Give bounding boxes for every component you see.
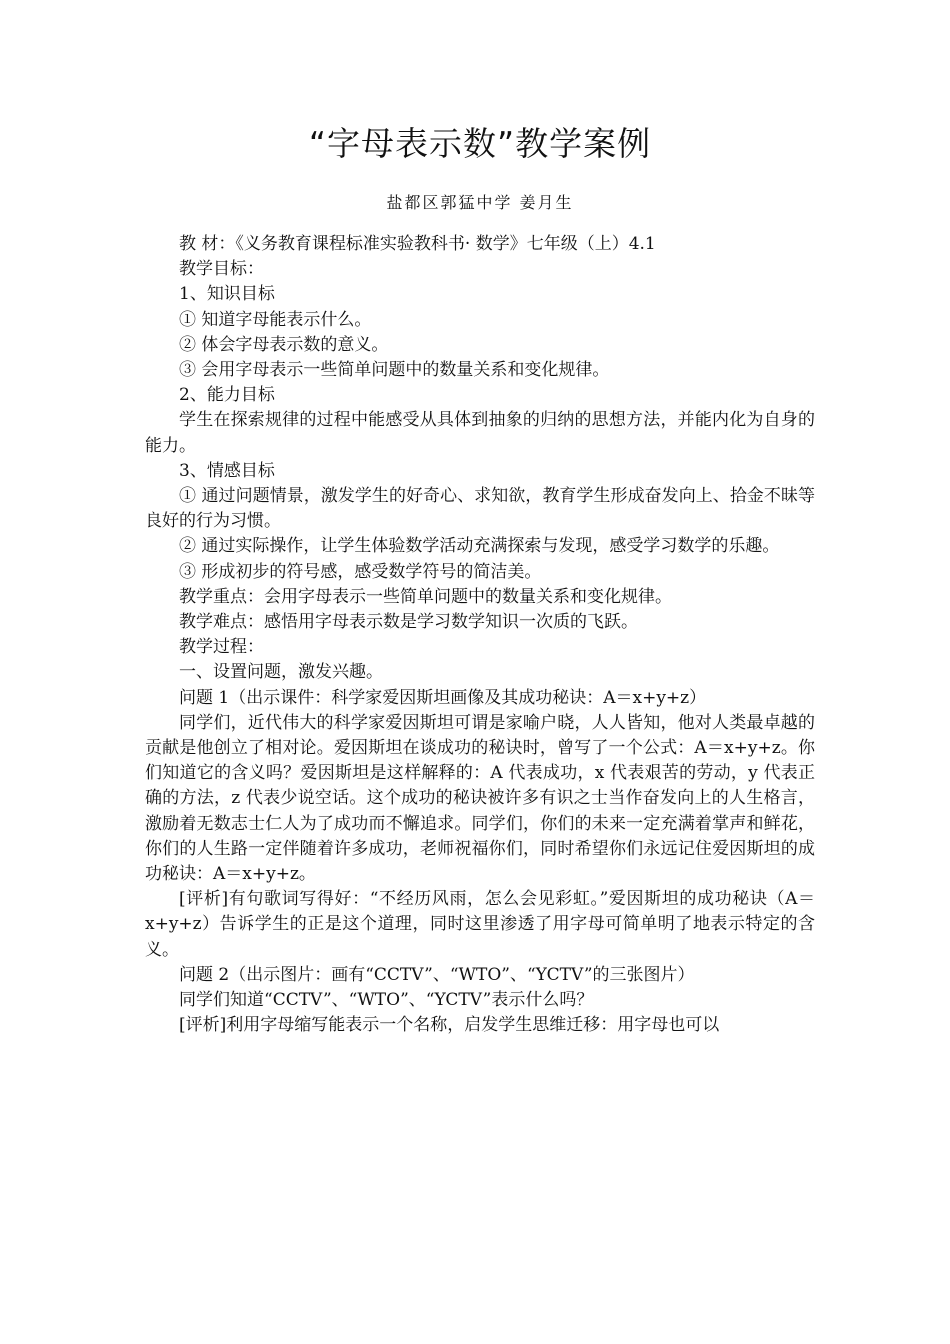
key-point-text: 会用字母表示一些简单问题中的数量关系和变化规律。	[264, 586, 672, 607]
question-1: 问题 1（出示课件：科学家爱因斯坦画像及其成功秘诀：A＝x+y+z）	[179, 687, 707, 708]
goal1-item: ① 知道字母能表示什么。	[179, 309, 372, 330]
key-point-line	[145, 585, 815, 610]
document-page	[145, 118, 815, 1039]
key-point-label: 教学重点：	[179, 586, 264, 607]
author-line: 盐都区郭猛中学 姜月生	[386, 193, 574, 212]
goal1-item: ③ 会用字母表示一些简单问题中的数量关系和变化规律。	[179, 360, 610, 381]
goal2-heading: 2、能力目标	[179, 385, 275, 406]
goal3-heading: 3、情感目标	[179, 460, 275, 481]
process-heading: 教学过程：	[179, 637, 264, 658]
paragraph-1: 同学们，近代伟大的科学家爱因斯坦可谓是家喻户晓，人人皆知，他对人类最卓越的贡献是他创立了相对论。爱因斯坦在谈成功的秘诀时，曾写了一个公式：A＝x+y+z。你们知道它的含义吗？爱因斯坦是这样解释的：A 代表成功，x 代表艰苦的劳动，y 代表正确的方法，z 代表少说空话。这个成功的秘诀被许多有识之士当作奋发向上的人生格言，激励着无数志士仁人为了成功而不懈追求。同学们，你们的未来一定充满着掌声和鲜花，你们的人生路一定伴随着许多成功，老师祝福你们，同时希望你们永远记住爱因斯坦的成功秘诀：A＝x+y+z。	[145, 712, 815, 885]
difficulty-text: 感悟用字母表示数是学习数学知识一次质的飞跃。	[264, 612, 638, 633]
question-2: 问题 2（出示图片：画有“CCTV”、“WTO”、“YCTV”的三张图片）	[179, 964, 695, 985]
comment-1: [评析]有句歌词写得好：“不经历风雨，怎么会见彩虹。”爱因斯坦的成功秘诀（A＝x+y+z）告诉学生的正是这个道理，同时这里渗透了用字母可简单明了地表示特定的含义。	[145, 889, 815, 960]
difficulty-label: 教学难点：	[179, 612, 264, 633]
goal3-item: ② 通过实际操作，让学生体验数学活动充满探索与发现，感受学习数学的乐趣。	[179, 536, 780, 557]
material-text: 《义务教育课程标准实验教科书· 数学》七年级（上）4.1	[235, 234, 656, 254]
goal2-text: 学生在探索规律的过程中能感受从具体到抽象的归纳的思想方法，并能内化为自身的能力。	[145, 410, 815, 456]
paragraph-2: 同学们知道“CCTV”、“WTO”、“YCTV”表示什么吗？	[179, 990, 594, 1011]
step1: 一、设置问题，激发兴趣。	[179, 662, 383, 683]
goals-heading: 教学目标：	[179, 259, 264, 280]
document-title: “字母表示数”教学案例	[308, 124, 652, 163]
goal1-heading: 1、知识目标	[179, 284, 275, 305]
comment-2: [评析]利用字母缩写能表示一个名称，启发学生思维迁移：用字母也可以	[179, 1015, 720, 1036]
material-label: 教 材：	[179, 234, 236, 254]
material-line	[145, 232, 815, 257]
goal1-item: ② 体会字母表示数的意义。	[179, 334, 389, 355]
difficulty-line	[145, 610, 815, 635]
goal3-item: ③ 形成初步的符号感，感受数学符号的简洁美。	[179, 561, 542, 582]
goal3-item: ① 通过问题情景，激发学生的好奇心、求知欲，教育学生形成奋发向上、拾金不昧等良好的行为习惯。	[145, 486, 815, 532]
